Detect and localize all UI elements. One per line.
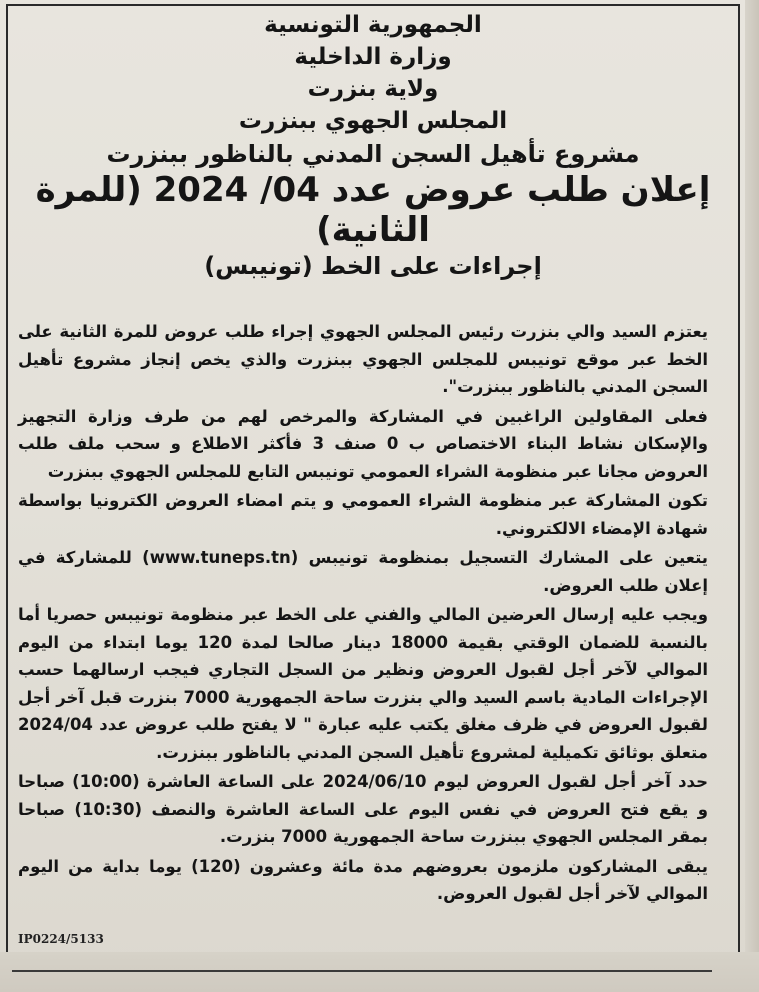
- paragraph-validity: يبقى المشاركون ملزمون بعروضهم مدة مائة وعشرون (120) يوما بداية من اليوم الموالي لآخر أجل لقبول العروض.: [18, 856, 708, 903]
- governorate-heading: ولاية بنزرت: [307, 76, 439, 102]
- paragraph-participation: تكون المشاركة عبر منظومة الشراء العمومي و يتم امضاء العروض الكترونيا بواسطة شهادة الإمضاء الالكتروني.: [18, 491, 708, 538]
- project-heading: مشروع تأهيل السجن المدني بالناظور ببنزرت: [106, 140, 640, 168]
- next-article-strip: [0, 952, 759, 992]
- ministry-heading: وزارة الداخلية: [294, 44, 452, 70]
- notice-subtitle: إجراءات على الخط (تونيبس): [204, 252, 542, 280]
- reference-code: IP0224/5133: [18, 932, 104, 946]
- council-heading: المجلس الجهوي ببنزرت: [238, 108, 508, 134]
- paragraph-deadline: حدد آخر أجل لقبول العروض ليوم 2024/06/10 على الساعة العاشرة (10:00) صباحا و يقع فتح العروض في نفس اليوم على الساعة العاشرة والنصف (10:30) صباحا بمقر المجلس الجهوي ببنزرت ساحة الجمهورية 7000 بنزرت.: [18, 772, 709, 846]
- paragraph-intro: يعتزم السيد والي بنزرت رئيس المجلس الجهوي إجراء طلب عروض للمرة الثانية على الخط عبر موقع تونيبس للمجلس الجهوي ببنزرت والذي يخص إنجاز مشروع تأهيل السجن المدني بالناظور ببنزرت".: [18, 322, 708, 396]
- divider-line: [12, 970, 712, 972]
- notice-body: [18, 318, 728, 908]
- paragraph-submission: ويجب عليه إرسال العرضين المالي والفني على الخط عبر منظومة تونيبس حصريا أما بالنسبة للضمان الوقتي بقيمة 18000 دينار صالحا لمدة 120 يوما ابتداء من اليوم الموالي لآخر أجل لقبول العروض ونظير من السجل التجاري فيجب ارسالهما حسب الإجراءات المادية باسم السيد والي بنزرت ساحة الجمهورية 7000 بنزرت قبل آخر أجل لقبول العروض في ظرف مغلق يكتب عليه عبارة " لا يفتح طلب عروض عدد 2024/04 متعلق بوثائق تكميلية لمشروع تأهيل السجن المدني بالناظور ببنزرت.: [18, 605, 709, 762]
- country-heading: الجمهورية التونسية: [264, 12, 482, 38]
- tender-notice: [6, 4, 740, 954]
- paragraph-eligibility: فعلى المقاولين الراغبين في المشاركة والمرخص لهم من طرف وزارة التجهيز والإسكان نشاط البناء الاختصاص ب 0 صنف 3 فأكثر الاطلاع و سحب ملف طلب العروض مجانا عبر منظومة الشراء العمومي تونيبس التابع للمجلس الجهوي ببنزرت: [18, 406, 709, 481]
- paragraph-registration: يتعين على المشارك التسجيل بمنظومة تونيبس (www.tuneps.tn) للمشاركة في إعلان طلب العروض.: [18, 548, 708, 595]
- notice-title: إعلان طلب عروض عدد 04/ 2024 (للمرة الثانية): [35, 170, 711, 250]
- page-edge: [745, 0, 759, 992]
